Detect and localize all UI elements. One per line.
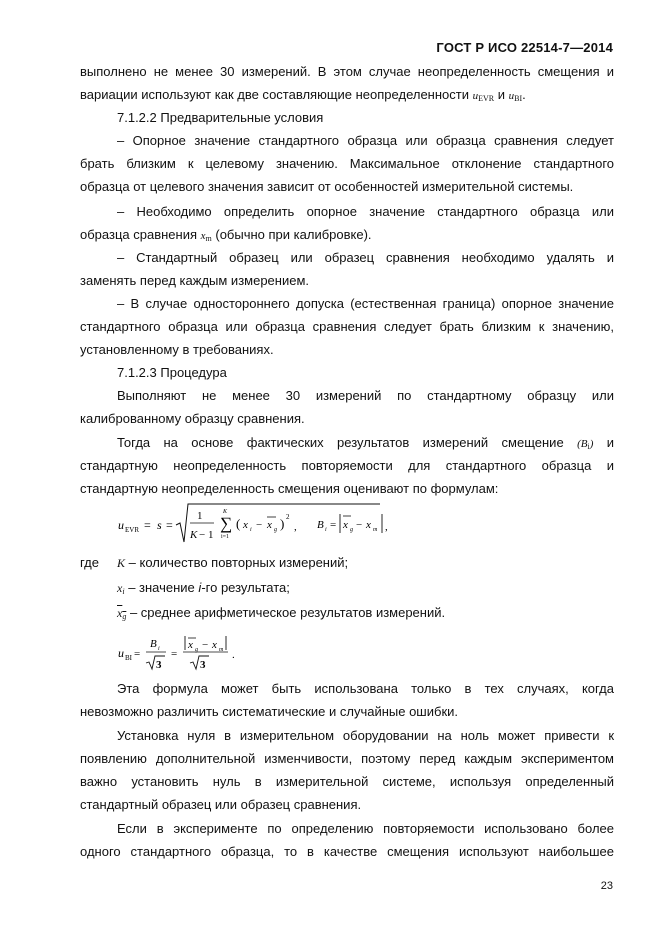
- bullet1-line2: брать близким к целевому значению. Максимальное отклонение стандартного: [80, 156, 614, 171]
- f3-xm-sub: m: [219, 647, 224, 653]
- bi-symbol: $(B_i)$: [577, 438, 594, 451]
- f1-comma: ,: [294, 521, 297, 533]
- bullet4-line3: установленному в требованиях.: [80, 342, 274, 357]
- formula-u-bi: [110, 630, 250, 672]
- f3-u: u: [118, 646, 124, 660]
- p-zero-line3: важно установить нуль в измерительной системе, используя определенный: [80, 774, 614, 789]
- p-zero-line1: Установка нуля в измерительном оборудовании на ноль может привести к: [117, 728, 614, 743]
- u-bi-symbol: $u_{BI}$: [508, 90, 523, 103]
- f2-eq: =: [330, 519, 337, 531]
- def-xg: $x_g$ – среднее арифметическое результатов измерений.: [117, 605, 446, 621]
- p-last-line1: Если в эксперименте по определению повторяемости использовано более: [117, 821, 614, 836]
- f1-paren-close: ): [280, 516, 285, 531]
- f1-x-sub: i: [250, 527, 252, 533]
- formula-u-evr: [110, 500, 410, 546]
- section-heading-7-1-2-2: 7.1.2.2 Предварительные условия: [117, 110, 324, 125]
- proc1-line2: калиброванному образцу сравнения.: [80, 411, 305, 426]
- bullet2-line2: образца сравнения $x_m$ (обычно при калибровке).: [80, 227, 372, 243]
- para0-line2: вариации используют как две составляющие неопределенности $u_{EVR}$ и $u_{BI}$.: [80, 87, 526, 103]
- f1-one: 1: [197, 510, 203, 522]
- bullet1-line1: – Опорное значение стандартного образца или образца сравнения следует: [117, 133, 614, 148]
- f3-minus: −: [202, 639, 209, 651]
- f1-sum-top: K: [223, 509, 228, 515]
- f1-s: s: [157, 518, 162, 532]
- f1-eq1: =: [144, 518, 151, 532]
- f1-K: K: [190, 529, 198, 541]
- bullet2-line1: – Необходимо определить опорное значение стандартного образца или: [117, 204, 614, 219]
- f3-eq2: =: [171, 648, 178, 660]
- f3-u-sub: BI: [125, 654, 132, 662]
- f3-B: B: [150, 638, 157, 650]
- f1-paren-open: (: [236, 516, 241, 531]
- bullet3-line1: – Стандартный образец или образец сравнения необходимо удалять и: [117, 250, 614, 265]
- f2-comma: ,: [385, 521, 388, 533]
- proc2-line2: стандартную неопределенность повторяемости для стандартного образца и: [80, 458, 614, 473]
- f2-xm: x: [366, 519, 371, 531]
- proc2-line3: стандартную неопределенность смещения оценивают по формулам:: [80, 481, 499, 496]
- f3-B-sub: i: [158, 646, 160, 652]
- f1-minus: −: [256, 519, 263, 531]
- def-xi: $x_i$ – значение i-го результата;: [117, 580, 290, 596]
- proc1-line1: Выполняют не менее 30 измерений по стандартному образцу или: [117, 388, 614, 403]
- f1-square: 2: [286, 513, 290, 521]
- para0-line1: выполнено не менее 30 измерений. В этом случае неопределенность смещения и: [80, 64, 614, 79]
- bullet3-line2: заменять перед каждым измерением.: [80, 273, 310, 288]
- f1-eq2: =: [166, 518, 173, 532]
- f1-xg: x: [267, 519, 272, 531]
- f1-sum-sign: ∑: [220, 514, 233, 533]
- proc2-line1: Тогда на основе фактических результатов измерений смещение $(B_i)$ и: [117, 435, 614, 451]
- xm-symbol: $x_m$: [200, 230, 212, 243]
- p-zero-line2: появлению дополнительной изменчивости, поэтому перед каждым экспериментом: [80, 751, 614, 766]
- bullet4-line2: стандартного образца или образца сравнения следует брать близким к значению,: [80, 319, 614, 334]
- p-last-line2: одного стандартного образца, то в качестве смещения используют наибольшее: [80, 844, 614, 859]
- f2-minus: −: [356, 519, 363, 531]
- page-number: 23: [600, 880, 613, 892]
- f3-root: 3: [156, 659, 162, 671]
- doc-header: ГОСТ Р ИСО 22514-7—2014: [436, 40, 613, 55]
- f2-B-sub: i: [325, 527, 327, 533]
- f3-xg: x: [188, 639, 193, 651]
- p-zero-line4: стандартный образец или образец сравнения.: [80, 797, 362, 812]
- f3-root2: 3: [200, 659, 206, 671]
- f1-xg-sub: g: [274, 527, 277, 533]
- f3-xg-sub: g: [195, 647, 198, 653]
- f1-minus-one: − 1: [199, 529, 214, 541]
- f2-xm-sub: m: [373, 527, 378, 533]
- f2-xg: x: [343, 519, 348, 531]
- p-formula-use-line2: невозможно различить систематические и случайные ошибки.: [80, 704, 459, 719]
- def-K: K – количество повторных измерений;: [117, 555, 349, 570]
- f2-xg-sub: g: [350, 527, 353, 533]
- bullet4-line1: – В случае одностороннего допуска (естественная граница) опорное значение: [117, 296, 614, 311]
- bullet1-line3: образца от целевого значения зависит от особенностей измерительной системы.: [80, 179, 574, 194]
- section-heading-7-1-2-3: 7.1.2.3 Процедура: [117, 365, 227, 380]
- f1-u-sub: EVR: [125, 526, 139, 534]
- f2-B: B: [317, 519, 324, 531]
- u-evr-symbol: $u_{EVR}$: [472, 90, 495, 103]
- f3-dot: .: [232, 649, 235, 661]
- f3-eq1: =: [134, 648, 141, 660]
- p-formula-use-line1: Эта формула может быть использована только в тех случаях, когда: [117, 681, 614, 696]
- where-label: где: [80, 555, 99, 570]
- f3-xm: x: [212, 639, 217, 651]
- f1-sum-bottom: i=1: [221, 534, 230, 540]
- f1-u: u: [118, 518, 124, 532]
- f1-x: x: [243, 519, 248, 531]
